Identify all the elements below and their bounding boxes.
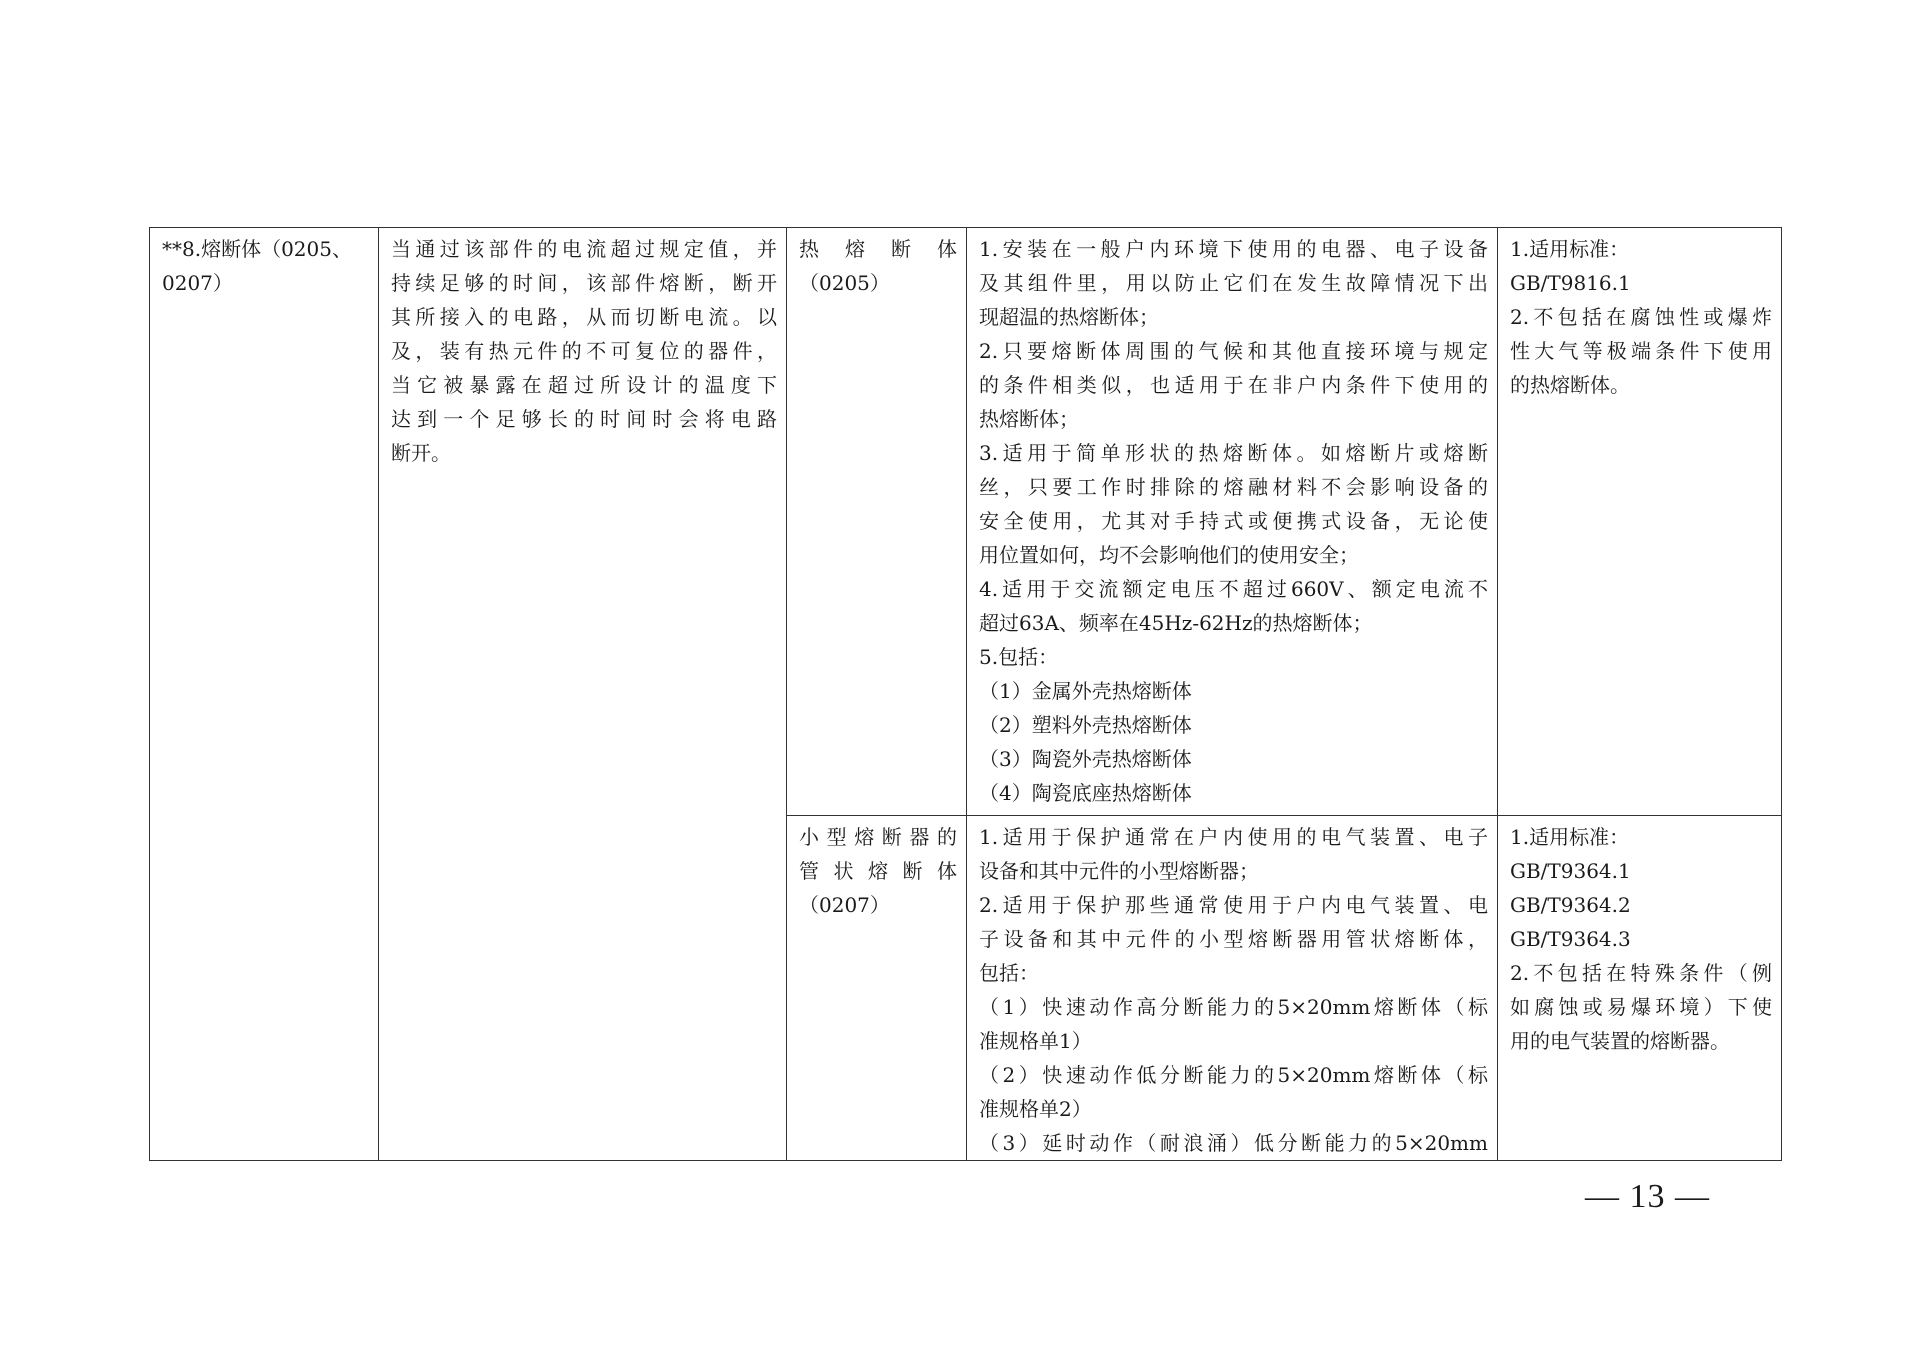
scope-line: 的条件相类似，也适用于在非户内条件下使用的 [979,373,1488,397]
product-catalog-table [149,227,1782,1161]
product-code-line: （0205） [799,271,890,295]
scope-line: 用位置如何，均不会影响他们的使用安全； [979,543,1359,567]
notes-line: GB/T9364.2 [1510,893,1631,917]
notes-line: 性大气等极端条件下使用 [1510,339,1772,363]
scope-line: 现超温的热熔断体； [979,305,1159,329]
scope-line: 设备和其中元件的小型熔断器； [979,859,1259,883]
notes-line: 1.适用标准： [1510,237,1630,261]
notes-line: 用的电气装置的熔断器。 [1510,1029,1730,1053]
definition-line: 当它被暴露在超过所设计的温度下 [391,373,777,397]
definition-line: 持续足够的时间，该部件熔断，断开 [391,271,777,295]
scope-line: 超过63A、频率在45Hz-62Hz的热熔断体； [979,611,1373,635]
scope-line: 3.适用于简单形状的热熔断体。如熔断片或熔断 [979,441,1488,465]
definition-line: 达到一个足够长的时间时会将电路 [391,407,777,431]
scope-line: 1.安装在一般户内环境下使用的电器、电子设备 [979,237,1488,261]
scope-line: 5.包括： [979,645,1059,669]
notes-line: 1.适用标准： [1510,825,1630,849]
notes-cell [1498,228,1782,816]
scope-line: （2）塑料外壳热熔断体 [979,713,1192,737]
scope-line: 安全使用，尤其对手持式或便携式设备，无论使 [979,509,1488,533]
notes-line: 的热熔断体。 [1510,373,1630,397]
scope-cell [967,816,1498,1161]
notes-line: 2.不包括在腐蚀性或爆炸 [1510,305,1772,329]
product-code-line: （0207） [799,893,890,917]
scope-line: （3）陶瓷外壳热熔断体 [979,747,1192,771]
scope-line: 丝，只要工作时排除的熔融材料不会影响设备的 [979,475,1488,499]
definition-line: 当通过该部件的电流超过规定值，并 [391,237,777,261]
product-name-cell [787,816,967,1161]
definition-line: 其所接入的电路，从而切断电流。以 [391,305,777,329]
scope-cell [967,228,1498,816]
scope-line: 包括： [979,961,1039,985]
scope-line: （2）快速动作低分断能力的5×20mm熔断体（标 [979,1063,1488,1087]
table-row [150,228,1782,816]
definition-line: 及，装有热元件的不可复位的器件， [391,339,777,363]
scope-line: 子设备和其中元件的小型熔断器用管状熔断体， [979,927,1488,951]
definition-line: 断开。 [391,441,451,465]
notes-line: 2.不包括在特殊条件（例 [1510,961,1772,985]
scope-line: 1.适用于保护通常在户内使用的电气装置、电子 [979,825,1488,849]
scope-line: （3）延时动作（耐浪涌）低分断能力的5×20mm [979,1131,1488,1155]
category-line: **8.熔断体（0205、 [162,237,352,261]
scope-line: （4）陶瓷底座热熔断体 [979,781,1192,805]
product-name-line: 热 熔 断 体 [799,237,957,261]
notes-line: 如腐蚀或易爆环境）下使 [1510,995,1772,1019]
scope-line: 2.适用于保护那些通常使用于户内电气装置、电 [979,893,1488,917]
scope-line: （1）快速动作高分断能力的5×20mm熔断体（标 [979,995,1488,1019]
scope-line: 准规格单1） [979,1029,1092,1053]
category-cell [150,228,379,1161]
scope-line: 准规格单2） [979,1097,1092,1121]
notes-line: GB/T9364.1 [1510,859,1631,883]
scope-line: 2.只要熔断体周围的气候和其他直接环境与规定 [979,339,1488,363]
scope-line: 及其组件里，用以防止它们在发生故障情况下出 [979,271,1488,295]
definition-cell [379,228,787,1161]
page-number: — 13 — [1585,1178,1710,1215]
scope-line: （1）金属外壳热熔断体 [979,679,1192,703]
product-name-line: 管 状 熔 断 体 [799,859,957,883]
category-line: 0207） [162,271,233,295]
notes-cell [1498,816,1782,1161]
notes-line: GB/T9816.1 [1510,271,1631,295]
scope-line: 4.适用于交流额定电压不超过660V、额定电流不 [979,577,1488,601]
scope-line: 热熔断体； [979,407,1079,431]
product-name-line: 小型熔断器的 [799,825,957,849]
notes-line: GB/T9364.3 [1510,927,1631,951]
product-name-cell [787,228,967,816]
